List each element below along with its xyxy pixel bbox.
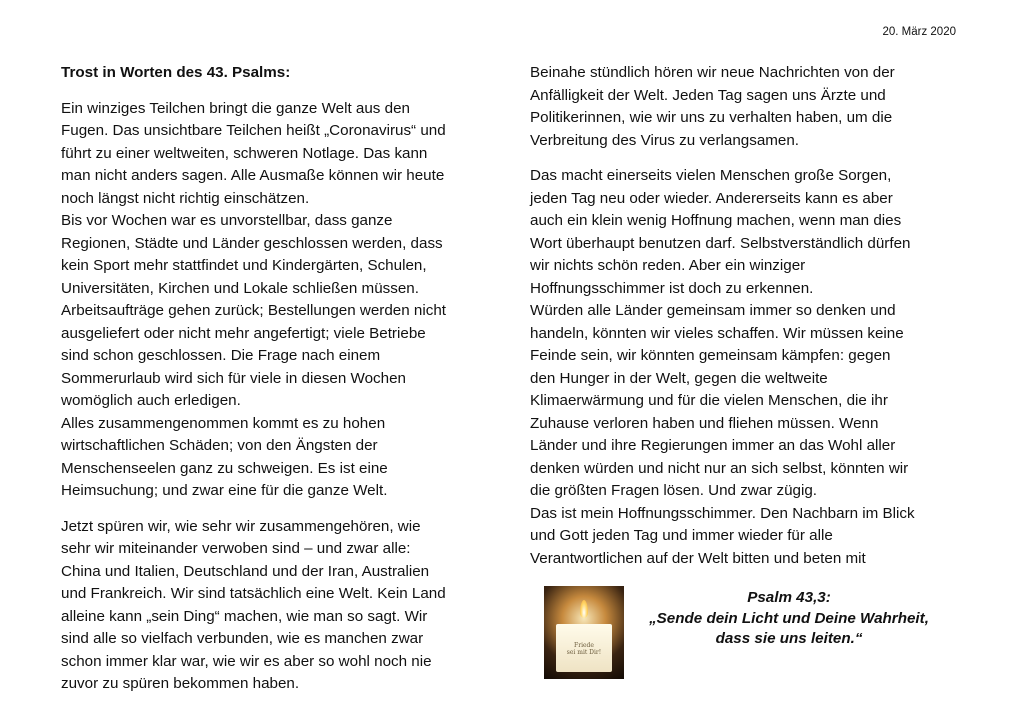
right-paragraph-2: Das macht einerseits vielen Menschen große Sorgen, jeden Tag neu oder wieder. Andererseits kann es aber auch ein klein wenig Hoffnung machen, wenn man dies Wort überhaupt benutzen darf. Selbstverständlich dürfen wir nichts schön reden. Aber ein winziger Hoffnungsschimmer ist doch zu erkennen. Würden alle Länder gemeinsam immer so denken und handeln, könnten wir vieles schaffen. Wir müssen keine Feinde sein, wir könnten gemeinsam kämpfen: gegen den Hunger in der Welt, gegen die weltweite Klimaerwärmung und für die vielen Menschen, die ihr Zuhause verloren haben und fliehen müssen. Wenn Länder und ihre Regierungen immer an das Wohl aller denken würden und nicht nur an sich selbst, könnten wir die größten Fragen lösen. Und zwar zügig. Das ist mein Hoffnungsschimmer. Den Nachbarn im Blick und Gott jeden Tag und immer wieder für alle Verantwortlichen auf der Welt bitten und beten mit <box>530 167 915 567</box>
left-column <box>61 62 501 696</box>
psalm-reference: Psalm 43,3: <box>747 589 831 606</box>
right-paragraph-1: Beinahe stündlich hören wir neue Nachrichten von der Anfälligkeit der Welt. Jeden Tag sagen uns Ärzte und Politikerinnen, wie wir uns zu verhalten haben, um die Verbreitung des Virus zu verlangsamen. <box>530 64 895 149</box>
psalm-quote: „Sende dein Licht und Deine Wahrheit, dass sie uns leiten.“ <box>649 609 929 647</box>
left-paragraph-2: Jetzt spüren wir, wie sehr wir zusammengehören, wie sehr wir miteinander verwoben sind – und zwar alle: China und Italien, Deutschland und der Iran, Australien und Frankreich. Wir sind tatsächlich eine Welt. Kein Land alleine kann „sein Ding“ machen, wie man so sagt. Wir sind alle so vielfach verbunden, wie es manchen zwar schon immer klar war, wie wir es aber so wohl noch nie zuvor zu spüren bekommen haben. <box>61 517 446 692</box>
right-column <box>530 62 970 570</box>
candle-photo <box>544 586 624 679</box>
document-title: Trost in Worten des 43. Psalms: <box>61 64 291 81</box>
candle-flame-icon <box>580 600 588 618</box>
psalm-quote-block <box>634 588 944 650</box>
left-paragraph-1: Ein winziges Teilchen bringt die ganze Welt aus den Fugen. Das unsichtbare Teilchen heißt „Coronavirus“ und führt zu einer weltweiten, schweren Notlage. Das kann man nicht anders sagen. Alle Ausmaße können wir heute noch längst nicht richtig einschätzen. Bis vor Wochen war es unvorstellbar, dass ganze Regionen, Städte und Länder geschlossen werden, dass kein Sport mehr stattfindet und Kindergärten, Schulen, Universitäten, Kirchen und Lokale schließen müssen. Arbeitsaufträge gehen zurück; Bestellungen werden nicht ausgeliefert oder nicht mehr angefertigt; viele Betriebe sind schon geschlossen. Die Frage nach einem Sommerurlaub wird sich für viele in diesen Wochen womöglich auch erledigen. Alles zusammengenommen kommt es zu hohen wirtschaftlichen Schäden; von den Ängsten der Menschenseelen ganz zu schweigen. Es ist eine Heimsuchung; und zwar eine für die ganze Welt. <box>61 99 446 499</box>
document-date: 20. März 2020 <box>882 26 956 38</box>
candle-inscription: Friede sei mit Dir! <box>566 642 602 656</box>
